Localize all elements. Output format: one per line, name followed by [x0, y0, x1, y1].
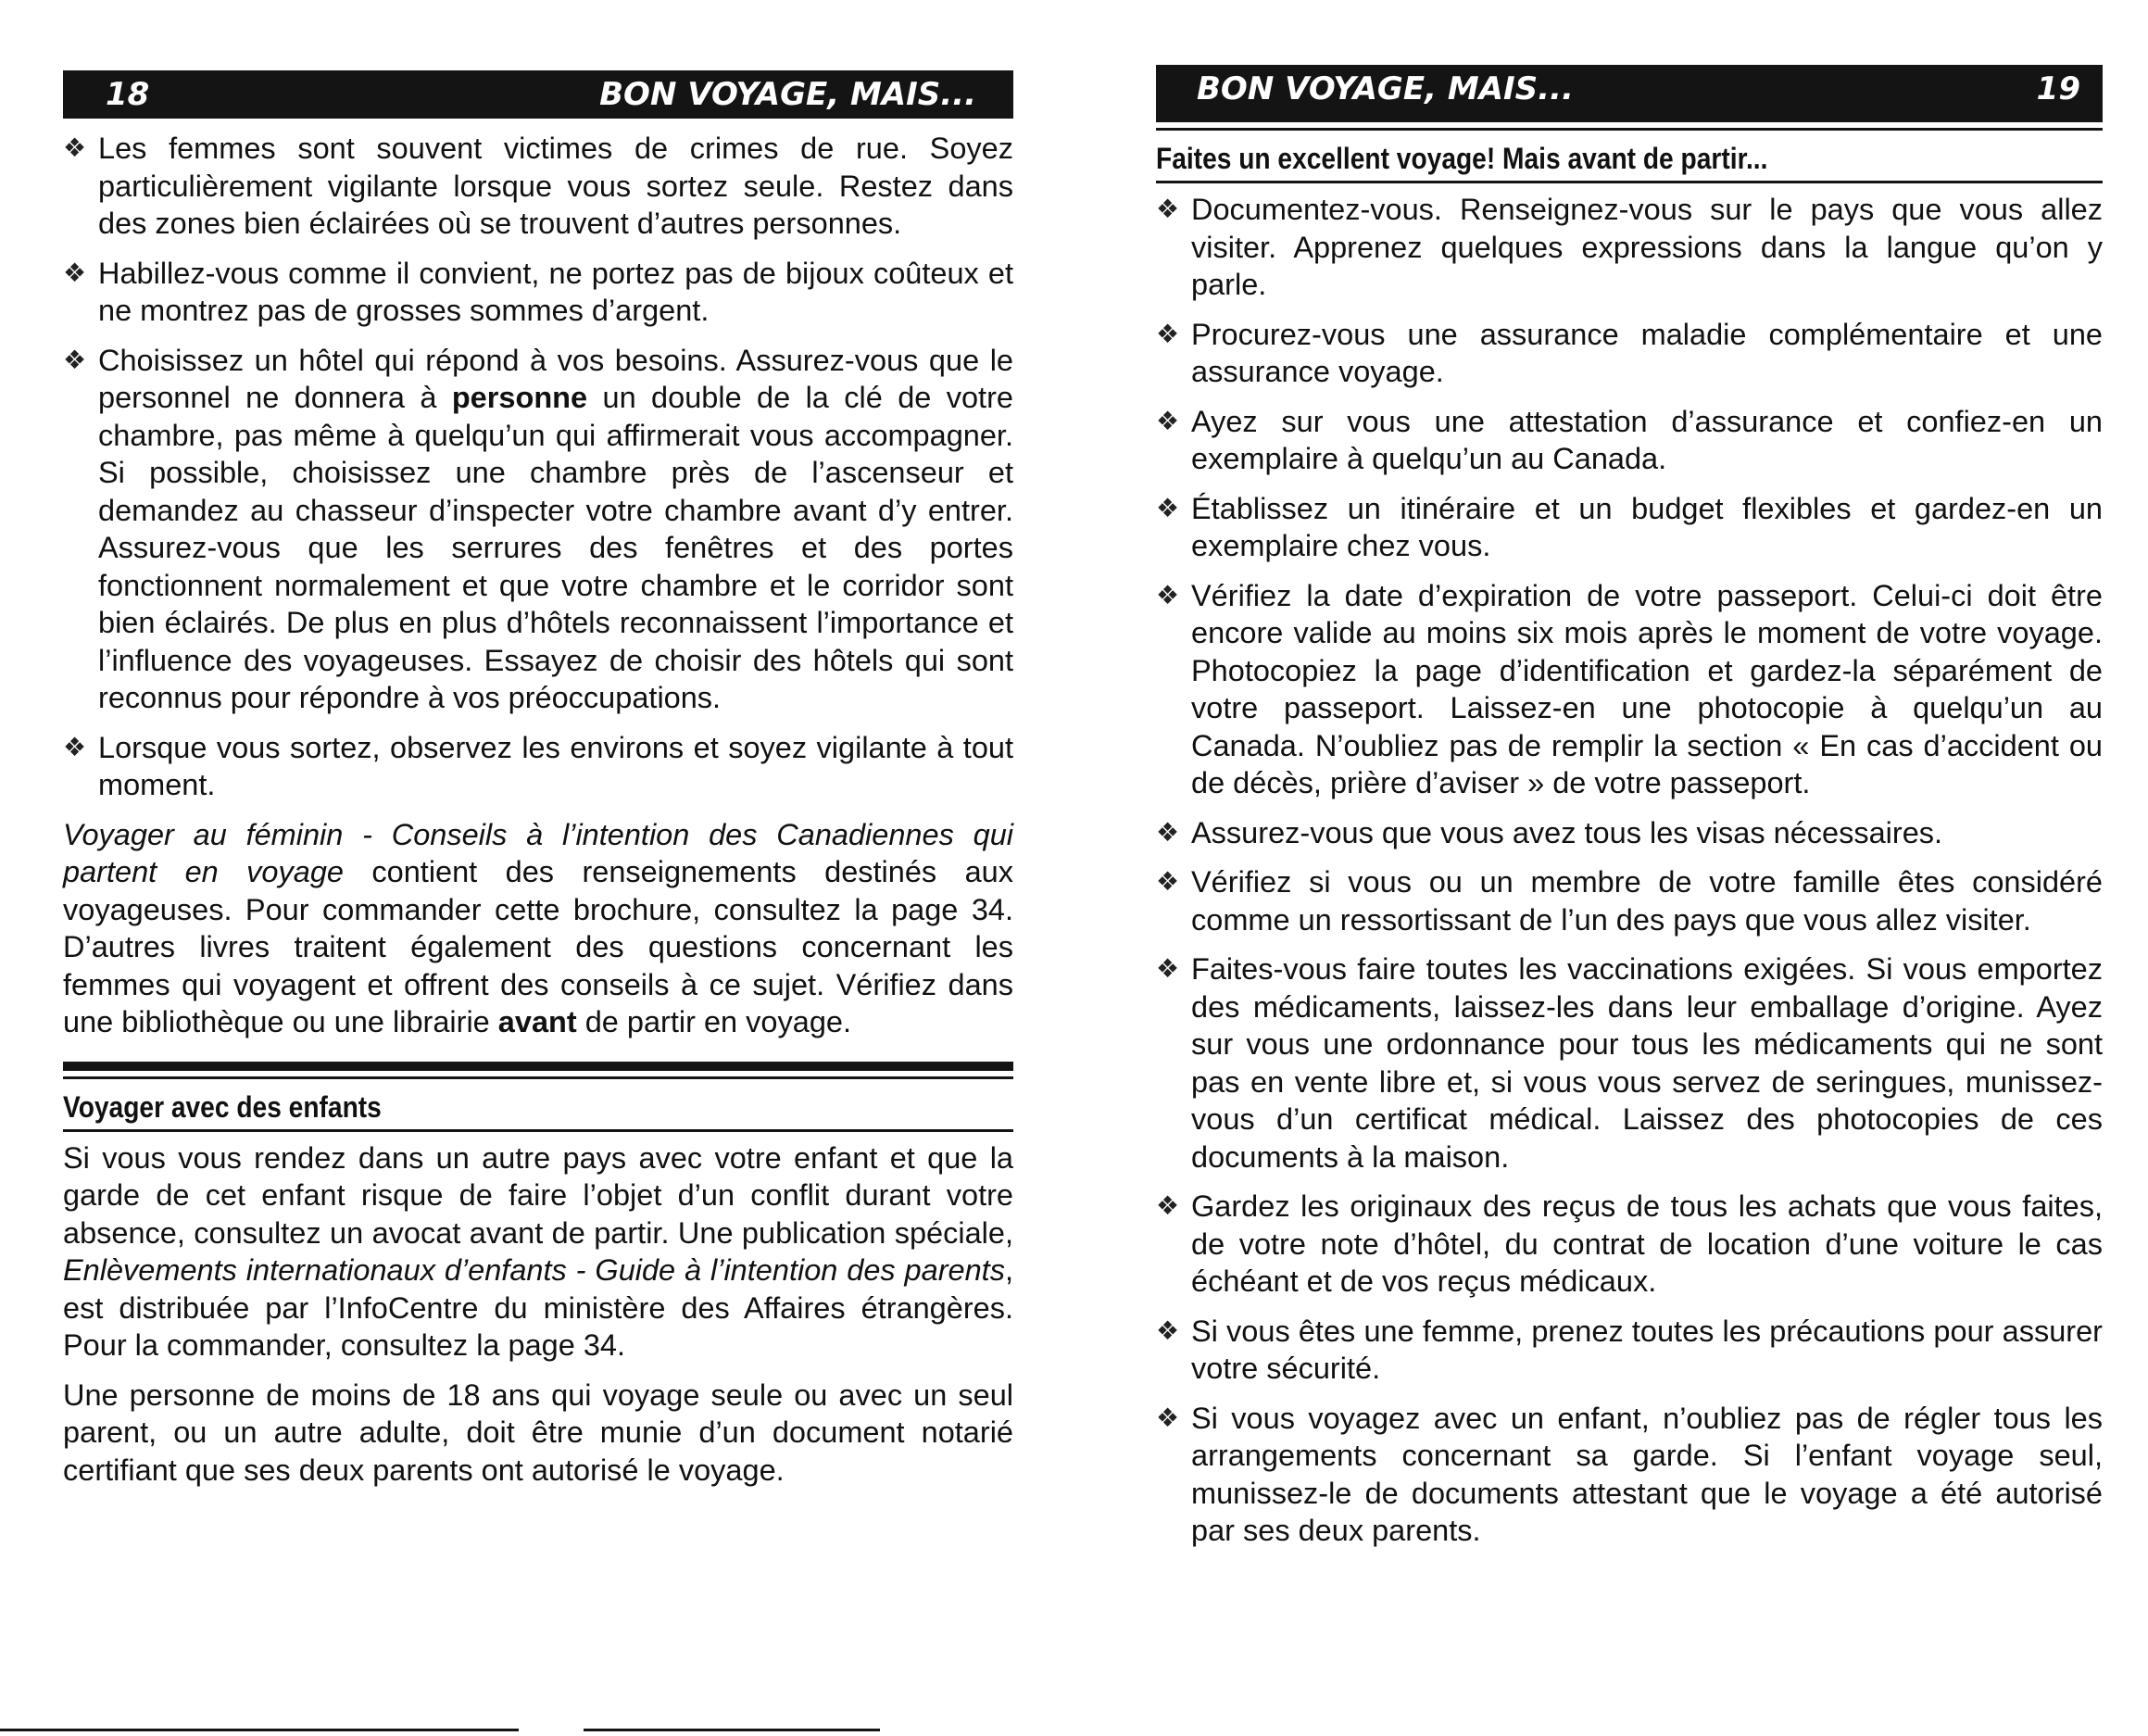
diamond-bullet-icon: ❖	[63, 133, 87, 162]
bottom-rule-left	[0, 1729, 519, 1731]
right-bullet-item: ❖ Assurez-vous que vous avez tous les visas nécessaires.	[1156, 814, 2103, 852]
diamond-bullet-icon: ❖	[1156, 406, 1180, 435]
section-underline	[63, 1129, 1013, 1132]
right-bullet-item: ❖ Documentez-vous. Renseignez-vous sur le pays que vous allez visiter. Apprenez quelques expressions dans la langue qu’on y parle.	[1156, 193, 2103, 301]
right-bullet-item: ❖ Ayez sur vous une attestation d’assurance et confiez-en un exemplaire à quelqu’un au Canada.	[1156, 404, 2103, 475]
diamond-bullet-icon: ❖	[1156, 319, 1180, 348]
diamond-bullet-icon: ❖	[1156, 1191, 1180, 1220]
section-underline	[1156, 181, 2103, 183]
left-page	[63, 0, 1013, 1736]
right-bullet-item: ❖ Si vous voyagez avec un enfant, n’oubliez pas de régler tous les arrangements concernant sa garde. Si l’enfant voyage seul, munissez-le de documents attestant que le voyage a été autorisé par ses deux parents.	[1156, 1401, 2103, 1547]
diamond-bullet-icon: ❖	[63, 345, 87, 374]
right-bullet-item: ❖ Faites-vous faire toutes les vaccinations exigées. Si vous emportez des médicaments, laissez-les dans leur emballage d’origine. Ayez sur vous une ordonnance pour tous les médicaments qui ne sont pas en vente libre et, si vous vous servez de seringues, munissez-vous d’un certificat médical. Laissez des photocopies de ces documents à la maison.	[1156, 952, 2103, 1174]
right-bullet-item: ❖ Établissez un itinéraire et un budget flexibles et gardez-en un exemplaire chez vous.	[1156, 491, 2103, 562]
section-title-enfants: Voyager avec des enfants	[63, 1089, 382, 1124]
diamond-bullet-icon: ❖	[1156, 1315, 1180, 1345]
diamond-bullet-icon: ❖	[1156, 580, 1180, 610]
bottom-rule-middle	[584, 1729, 880, 1731]
brochure-title: Voyager au féminin - Conseils à l’intention des Canadiennes qui partent en voyage	[63, 817, 1013, 888]
left-bullet-item: ❖ Les femmes sont souvent victimes de crimes de rue. Soyez particulièrement vigilante lorsque vous sortez seule. Restez dans des zones bien éclairées où se trouvent d’autres personnes.	[63, 132, 1013, 240]
left-bullet-item: ❖ Choisissez un hôtel qui répond à vos besoins. Assurez-vous que le personnel ne donnera à personne un double de la clé de votre chambre, pas même à quelqu’un qui affirmerait vous accompagner. Si possible, choisissez une chambre près de l’ascenseur et demandez au chasseur d’inspecter votre chambre avant d’y entrer. Assurez-vous que les serrures des fenêtres et des portes fonctionnent normalement et que votre chambre et le corridor sont bien éclairés. De plus en plus d’hôtels reconnaissent l’importance et l’influence des voyageuses. Essayez de choisir des hôtels qui sont reconnus pour répondre à vos préoccupations.	[63, 343, 1013, 714]
diamond-bullet-icon: ❖	[1156, 867, 1180, 896]
diamond-bullet-icon: ❖	[63, 732, 87, 761]
diamond-bullet-icon: ❖	[1156, 493, 1180, 522]
diamond-bullet-icon: ❖	[63, 258, 87, 287]
right-bullet-item: ❖ Gardez les originaux des reçus de tous les achats que vous faites, de votre note d’hôtel, du contrat de location d’une voiture le cas échéant et de vos reçus médicaux.	[1156, 1189, 2103, 1298]
children-paragraph: Si vous vous rendez dans un autre pays avec votre enfant et que la garde de cet enfant risque de faire l’objet d’un conflit durant votre absence, consultez un avocat avant de partir. Une publication spéciale, Enlèvements internationaux d’enfants - Guide à l’intention des parents, est distribuée par l’InfoCentre du ministère des Affaires étrangères. Pour la commander, consultez la page 34.	[63, 1140, 1013, 1362]
right-content	[1156, 93, 2103, 1562]
left-content	[63, 130, 1013, 1501]
left-header-bar	[63, 70, 1013, 119]
left-page-number: 18	[106, 76, 150, 113]
right-bullet-item: ❖ Si vous êtes une femme, prenez toutes les précautions pour assurer votre sécurité.	[1156, 1314, 2103, 1385]
section-rule-thick	[63, 1062, 1013, 1071]
minor-paragraph: Une personne de moins de 18 ans qui voyage seule ou avec un seul parent, ou un autre adulte, doit être munie d’un document notarié certifiant que ses deux parents ont autorisé le voyage.	[63, 1377, 1013, 1487]
right-page-number: 19	[2036, 70, 2080, 107]
emphasis-avant: avant	[497, 1005, 577, 1038]
section-rule-thin	[1156, 128, 2103, 131]
right-bullet-item: ❖ Vérifiez la date d’expiration de votre passeport. Celui-ci doit être encore valide au moins six mois après le moment de votre voyage. Photocopiez la page d’identification et gardez-la séparément de votre passeport. Laissez-en une photocopie à quelqu’un au Canada. N’oubliez pas de remplir la section « En cas d’accident ou de décès, prière d’aviser » de votre passeport.	[1156, 578, 2103, 799]
left-header-title: BON VOYAGE, MAIS...	[599, 76, 976, 113]
section-rule-thin	[63, 1076, 1013, 1079]
right-header-title: BON VOYAGE, MAIS...	[1197, 70, 1574, 107]
brochure-paragraph: Voyager au féminin - Conseils à l’intention des Canadiennes qui partent en voyage contient des renseignements destinés aux voyageuses. Pour commander cette brochure, consultez la page 34. D’autres livres traitent également des questions concernant les femmes qui voyagent et offrent des conseils à ce sujet. Vérifiez dans une bibliothèque ou une librairie avant de partir en voyage.	[63, 817, 1013, 1038]
section-title-voyage: Faites un excellent voyage! Mais avant de partir...	[1156, 142, 1768, 175]
diamond-bullet-icon: ❖	[1156, 1403, 1180, 1432]
diamond-bullet-icon: ❖	[1156, 954, 1180, 983]
section-rule-thick	[1156, 113, 2103, 122]
emphasis-personne: personne	[451, 381, 588, 414]
left-bullet-item: ❖ Lorsque vous sortez, observez les environs et soyez vigilante à tout moment.	[63, 730, 1013, 801]
diamond-bullet-icon: ❖	[1156, 195, 1180, 223]
left-bullet-item: ❖ Habillez-vous comme il convient, ne portez pas de bijoux coûteux et ne montrez pas de grosses sommes d’argent.	[63, 256, 1013, 327]
guide-title: Enlèvements internationaux d’enfants - Guide à l’intention des parents	[63, 1253, 1005, 1287]
diamond-bullet-icon: ❖	[1156, 817, 1180, 847]
right-page	[1156, 0, 2103, 1736]
right-bullet-item: ❖ Procurez-vous une assurance maladie complémentaire et une assurance voyage.	[1156, 317, 2103, 388]
right-bullet-item: ❖ Vérifiez si vous ou un membre de votre famille êtes considéré comme un ressortissant de l’un des pays que vous allez visiter.	[1156, 865, 2103, 937]
